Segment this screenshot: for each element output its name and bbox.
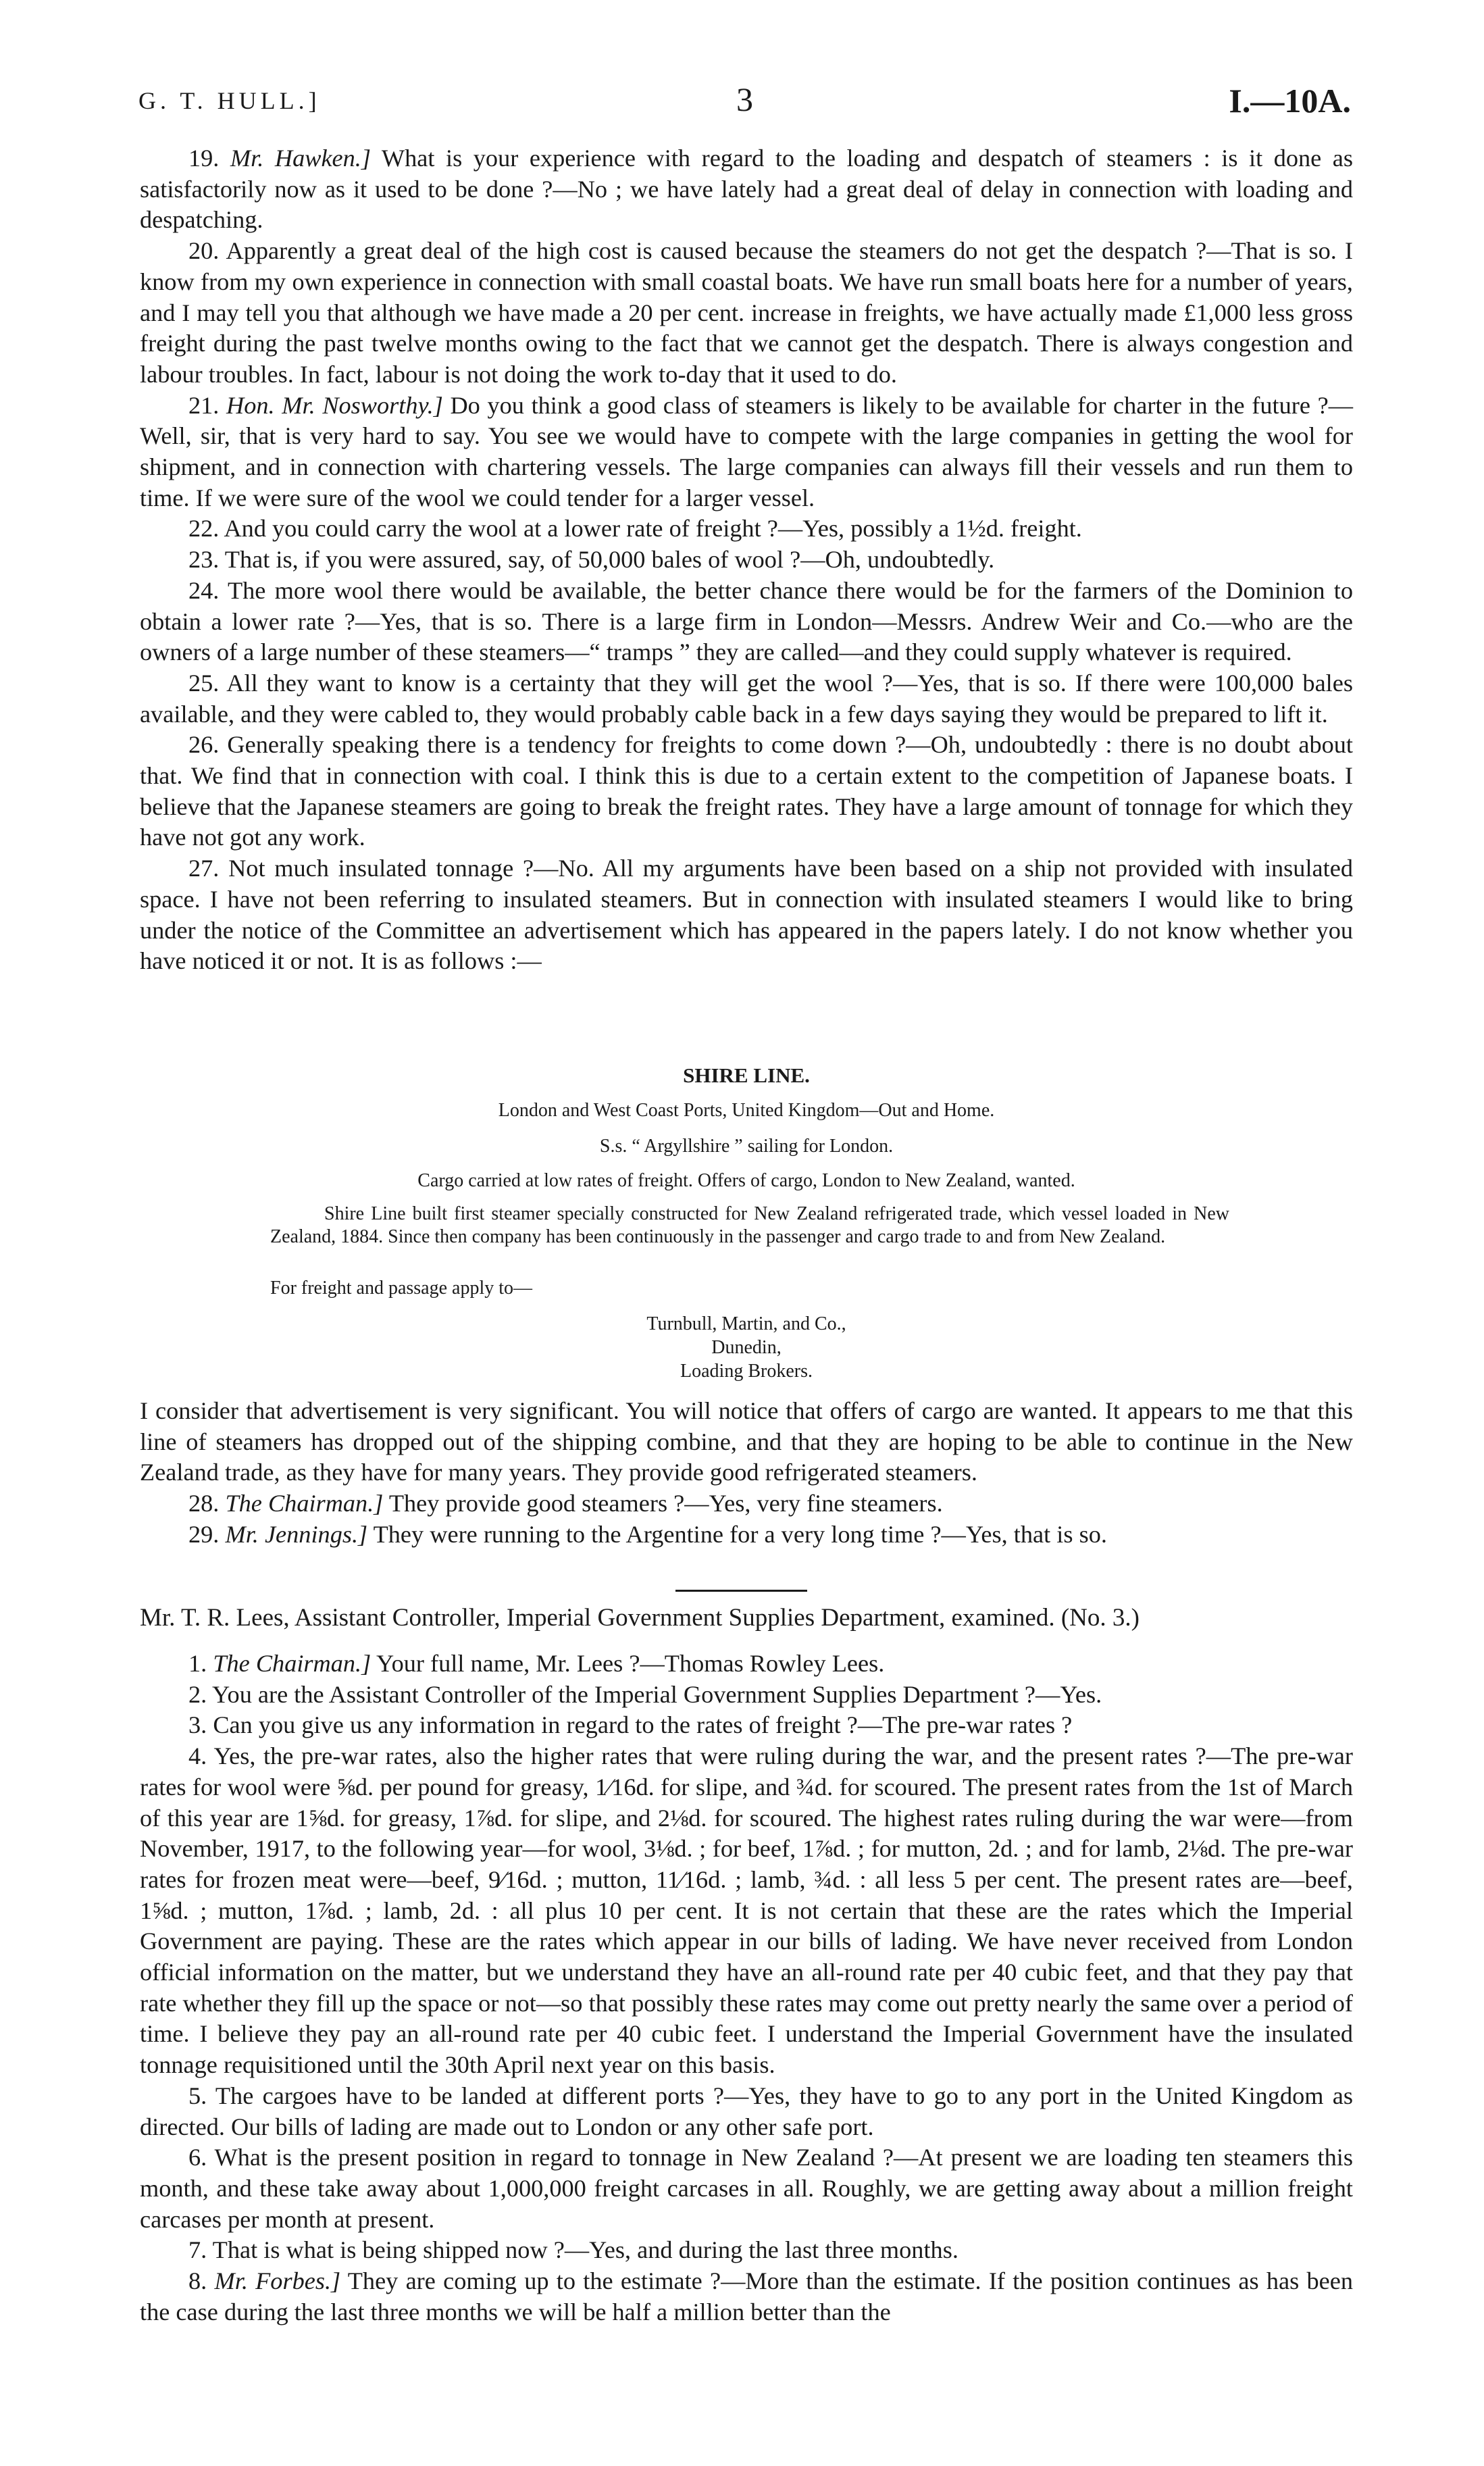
header-author: G. T. HULL.]	[138, 87, 321, 114]
advertisement-ship: S.s. “ Argyllshire ” sailing for London.	[599, 1136, 894, 1157]
page-number: 3	[736, 80, 753, 118]
answer-continuation: I consider that advertisement is very significant. You will notice that offers of cargo are wanted. It appears to me that this line of steamers has dropped out of the shipping combine, and that they are hoping to be able to continue in the New Zealand trade, as they have for many years. They provide good refrigerated steamers.	[140, 1397, 1353, 1486]
question-8: 8. Mr. Forbes.] They are coming up to the estimate ?—More than the estimate. If the position continues as has been the case during the last three months we will be half a million better than the	[140, 2267, 1354, 2325]
advertisement-title: SHIRE LINE.	[683, 1063, 810, 1087]
question-19: 19. Mr. Hawken.] What is your experience with regard to the loading and despatch of steamers : is it done as satisfactorily now as it used to be done ?—No ; we have lately had a great deal of delay in connection with loading and despatching.	[140, 145, 1354, 234]
advertisement-cargo: Cargo carried at low rates of freight. Offers of cargo, London to New Zealand, wanted.	[417, 1170, 1075, 1191]
page-header	[138, 80, 1351, 134]
question-27: 27. Not much insulated tonnage ?—No. All my arguments have been based on a ship not provided with insulated space. I have not been referring to insulated steamers. But in connection with insulated steamers I would like to bring under the notice of the Committee an advertisement which has appeared in the papers lately. I do not know whether you have noticed it or not. It is as follows :—	[140, 855, 1353, 975]
question-5: 5. The cargoes have to be landed at different ports ?—Yes, they have to go to any port in the United Kingdom as directed. Our bills of lading are made out to London or any other safe port.	[140, 2082, 1353, 2140]
advertisement-history: Shire Line built first steamer specially constructed for New Zealand refrigerated trade, which vessel loaded in New Zealand, 1884. Since then company has been continuously in the passenger and cargo trade to and from New Zealand.	[270, 1203, 1229, 1247]
advertisement-role: Loading Brokers.	[680, 1361, 813, 1382]
witness-heading: Mr. T. R. Lees, Assistant Controller, Imperial Government Supplies Department, examined. (No. 3.)	[140, 1604, 1140, 1632]
evidence-body-part2	[140, 1396, 1353, 1551]
advertisement-city: Dunedin,	[711, 1337, 782, 1358]
question-22: 22. And you could carry the wool at a lower rate of freight ?—Yes, possibly a 1½d. freight.	[188, 515, 1082, 543]
speaker: The Chairman.]	[213, 1650, 372, 1677]
question-20: 20. Apparently a great deal of the high cost is caused because the steamers do not get the despatch ?—That is so. I know from my own experience in connection with small coastal boats. We have run small boats here for a number of years, and I may tell you that although we have made a 20 per cent. increase in freights, we have actually made £1,000 less gross freight during the past twelve months owing to the fact that we cannot get the despatch. There is always congestion and labour troubles. In fact, labour is not doing the work to-day that it used to do.	[140, 237, 1353, 388]
question-28: 28. The Chairman.] They provide good steamers ?—Yes, very fine steamers.	[188, 1490, 943, 1517]
question-24: 24. The more wool there would be available, the better chance there would be for the farmers of the Dominion to obtain a lower rate ?—Yes, that is so. There is a large firm in London—Messrs. Andrew Weir and Co.—who are the owners of a large number of these steamers—“ tramps ” they are called—and they could supply whatever is required.	[140, 576, 1353, 666]
advertisement-apply: For freight and passage apply to—	[270, 1278, 533, 1299]
question-25: 25. All they want to know is a certainty that they will get the wool ?—Yes, that is so. If there were 100,000 bales available, and they were cabled to, they would probably cable back in a few days saying they would be prepared to lift it.	[140, 669, 1354, 728]
evidence-body-part3	[140, 1649, 1353, 2327]
section-divider	[675, 1590, 807, 1592]
evidence-body-part1	[140, 143, 1353, 977]
advertisement-subtitle: London and West Coast Ports, United Kingdom—Out and Home.	[498, 1100, 995, 1121]
question-1: 1. The Chairman.] Your full name, Mr. Lees ?—Thomas Rowley Lees.	[188, 1650, 885, 1677]
speaker: Hon. Mr. Nosworthy.]	[226, 391, 443, 419]
speaker: The Chairman.]	[225, 1490, 384, 1517]
question-29: 29. Mr. Jennings.] They were running to the Argentine for a very long time ?—Yes, that is so.	[188, 1520, 1107, 1548]
speaker: Mr. Forbes.]	[214, 2267, 341, 2295]
document-reference: I.—10A.	[1229, 82, 1351, 120]
speaker: Mr. Jennings.]	[225, 1520, 368, 1548]
speaker: Mr. Hawken.]	[230, 145, 372, 172]
question-2: 2. You are the Assistant Controller of the Imperial Government Supplies Department ?—Yes.	[188, 1680, 1102, 1708]
question-26: 26. Generally speaking there is a tendency for freights to come down ?—Oh, undoubtedly : there is no doubt about that. We find that in connection with coal. I think this is due to a certain extent to the competition of Japanese boats. I believe that the Japanese steamers are going to break the freight rates. They have a large amount of tonnage for which they have not got any work.	[140, 731, 1353, 851]
question-6: 6. What is the present position in regard to tonnage in New Zealand ?—At present we are loading ten steamers this month, and these take away about 1,000,000 freight carcases in all. Roughly, we are getting away about a million freight carcases per month at present.	[140, 2144, 1353, 2233]
question-4: 4. Yes, the pre-war rates, also the higher rates that were ruling during the war, and the present rates ?—The pre-war rates for wool were ⅝d. per pound for greasy, 1⁄16d. for slipe, and ¾d. for scoured. The present rates from the 1st of March of this year are 1⅝d. for greasy, 1⅞d. for slipe, and 2⅛d. for scoured. The highest rates ruling during the war were—from November, 1917, to the following year—for wool, 3⅛d. ; for beef, 1⅞d. ; for mutton, 2d. ; and for lamb, 2⅛d. The pre-war rates for frozen meat were—beef, 9⁄16d. ; mutton, 11⁄16d. ; lamb, ¾d. : all less 5 per cent. The present rates are—beef, 1⅝d. ; mutton, 1⅞d. ; lamb, 2d. : all plus 10 per cent. It is not certain that these are the rates which the Imperial Government are paying. These are the rates which appear in our bills of lading. We have never received from London official information on the matter, but we understand they have an all-round rate per 40 cubic feet, and that they pay that rate whether they fill up the space or not—so that possibly these rates may come out pretty nearly the same over a period of time. I believe they pay an all-round rate per 40 cubic feet. I understand the Imperial Government have the insulated tonnage requisitioned until the 30th April next year on this basis.	[140, 1742, 1353, 2079]
question-21: 21. Hon. Mr. Nosworthy.] Do you think a good class of steamers is likely to be available for charter in the future ?—Well, sir, that is very hard to say. You see we would have to compete with the large companies in getting the wool for shipment, and in connection with chartering vessels. The large companies can always fill their vessels and run them to time. If we were sure of the wool we could tender for a larger vessel.	[140, 391, 1354, 511]
advertisement-agent: Turnbull, Martin, and Co.,	[646, 1313, 846, 1334]
question-3: 3. Can you give us any information in regard to the rates of freight ?—The pre-war rates ?	[188, 1711, 1073, 1739]
question-7: 7. That is what is being shipped now ?—Yes, and during the last three months.	[188, 2236, 958, 2264]
question-23: 23. That is, if you were assured, say, of 50,000 bales of wool ?—Oh, undoubtedly.	[188, 546, 995, 574]
